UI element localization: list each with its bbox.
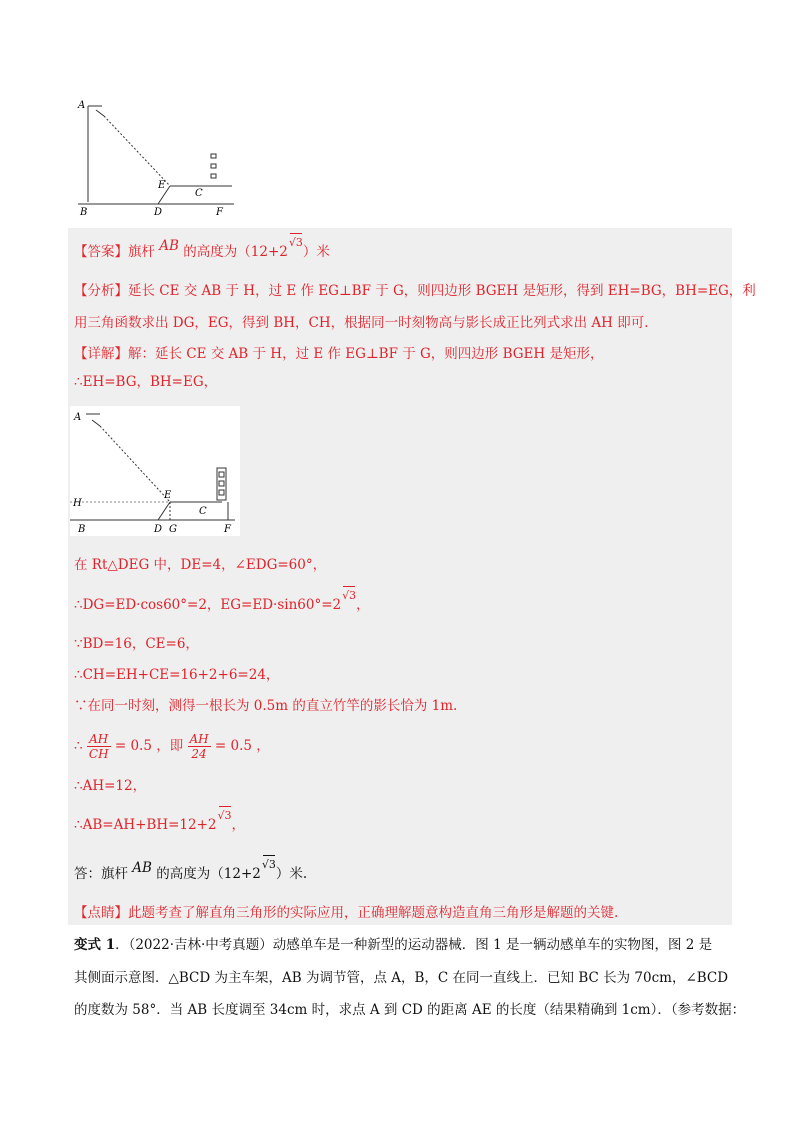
fig2-label-a: A	[74, 412, 82, 423]
sqrt-symbol: √3	[342, 588, 356, 604]
step-5: ∵在同一时刻，测得一根长为 0.5m 的直立竹竿的影长恰为 1m.	[74, 698, 458, 714]
variant-line-3: 的度数为 58°．当 AB 长度调至 34cm 时，求点 A 到 CD 的距离 AE 的长度（结果精确到 1cm）．（参考数据：	[74, 1002, 746, 1018]
fig2-label-d: D	[154, 524, 163, 535]
answer-tag: 【答案】	[74, 244, 128, 260]
step-1: 在 Rt△DEG 中，DE=4，∠EDG=60°，	[74, 557, 327, 573]
fig2-label-f: F	[224, 524, 231, 535]
step-3: ∵BD=16，CE=6，	[74, 636, 199, 652]
fraction-ah-24: $\frac{AH}{24}$	[189, 732, 209, 761]
step-4: ∴CH=EH+CE=16+2+6=24，	[74, 667, 280, 683]
fraction-ah-ch: $\frac{AH}{CH}$	[88, 732, 109, 761]
fig1-label-f: F	[216, 207, 223, 218]
fig2-label-b: B	[78, 524, 86, 535]
sqrt-symbol: √3	[218, 808, 232, 824]
step-8: ∴AB=AH+BH=12+2 √3，	[74, 817, 245, 834]
fig2-label-h: H	[73, 498, 82, 509]
fig2-label-g: G	[169, 524, 177, 535]
sqrt-symbol: √3	[289, 235, 303, 251]
figure-1	[74, 98, 244, 220]
fig1-label-d: D	[154, 207, 163, 218]
analysis-line-2: 用三角函数求出 DG，EG，得到 BH，CH，根据同一时刻物高与影长成正比列式求出 AH 即可.	[74, 315, 649, 331]
fig2-label-c: C	[199, 506, 207, 517]
fig2-label-e: E	[164, 490, 172, 501]
comment-tag: 【点睛】	[74, 905, 128, 921]
fig1-label-c: C	[195, 188, 203, 199]
detail-line-1: 【详解】解：延长 CE 交 AB 于 H，过 E 作 EG⊥BF 于 G，则四边形 BGEH 是矩形，	[74, 346, 604, 362]
detail-line-2: ∴EH=BG，BH=EG，	[74, 374, 218, 390]
step-6: ∴ $\frac{AH}{CH}$ = 0.5 ，即 $\frac{AH}{24}$ = 0.5 ，	[74, 732, 270, 761]
fig1-label-b: B	[80, 207, 88, 218]
analysis-line-1: 【分析】延长 CE 交 AB 于 H，过 E 作 EG⊥BF 于 G，则四边形 BGEH 是矩形，得到 EH=BG，BH=EG，利	[74, 283, 756, 299]
variant-line-1: 变式 1．（2022·吉林·中考真题）动感单车是一种新型的运动器械．图 1 是一辆动感单车的实物图，图 2 是	[74, 937, 713, 953]
variant-line-2: 其侧面示意图．△BCD 为主车架，AB 为调节管，点 A，B，C 在同一直线上．已知 BC 长为 70cm，∠BCD	[74, 970, 729, 986]
sqrt-symbol: √3	[262, 857, 276, 873]
step-7: ∴AH=12，	[74, 778, 147, 794]
step-2: ∴DG=ED·cos60°=2，EG=ED·sin60°=2 √3，	[74, 597, 370, 614]
comment-line: 【点睛】此题考查了解直角三角形的实际应用，正确理解题意构造直角三角形是解题的关键.	[74, 905, 619, 921]
fig1-label-e: E	[158, 180, 166, 191]
detail-tag: 【详解】	[74, 346, 128, 362]
fig1-label-a: A	[78, 100, 86, 111]
answer-line: 【答案】旗杆 AB 的高度为（12+2 √3）米	[74, 244, 330, 261]
variant-title: 变式 1	[74, 937, 116, 953]
final-answer: 答：旗杆 AB 的高度为（12+2 √3）米.	[74, 866, 307, 883]
analysis-tag: 【分析】	[74, 283, 128, 299]
figure-2	[70, 406, 240, 536]
